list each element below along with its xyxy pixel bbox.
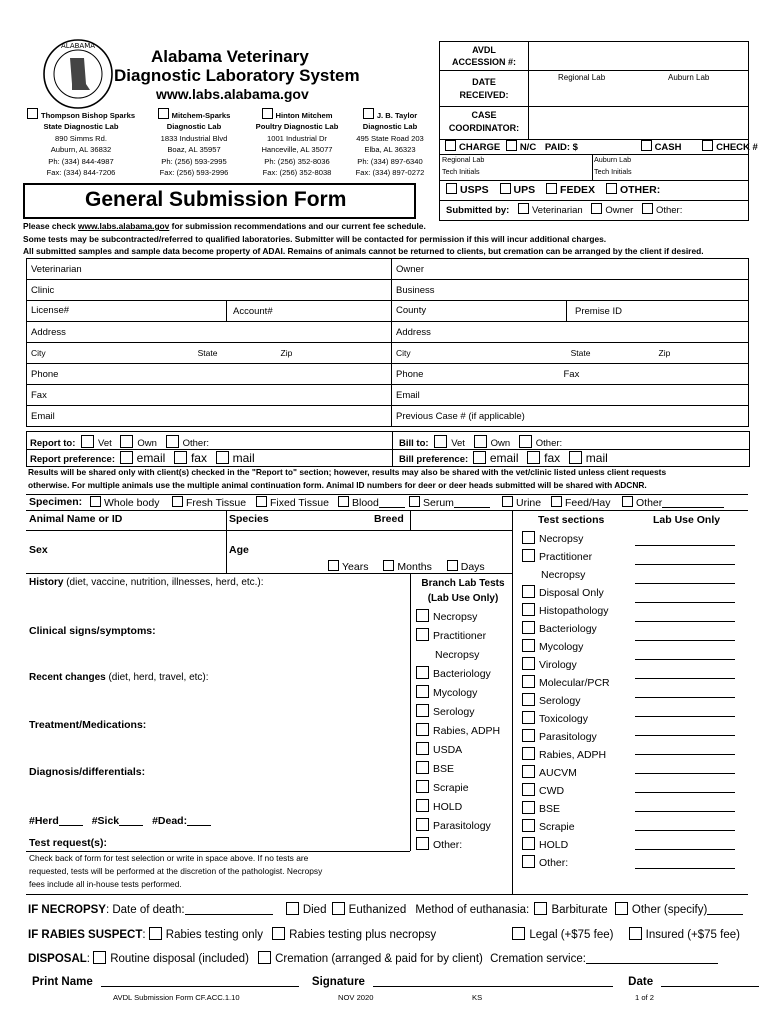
fax-field[interactable]: Fax [27,385,392,406]
branch-bacteriology[interactable]: Bacteriology [416,665,500,684]
test-mycology[interactable]: Mycology [522,638,610,656]
report-mail-checkbox[interactable] [216,451,229,464]
lab-use-lines[interactable] [635,528,735,869]
report-vet-checkbox[interactable] [81,435,94,448]
herd-counts[interactable]: #Herd #Sick #Dead: [29,815,211,827]
check-checkbox[interactable] [702,140,713,151]
payment-row: CHARGE N/C PAID: $ CASH CHECK # [445,140,758,153]
test-rabies[interactable]: Rabies, ADPH [522,746,610,764]
owner-phone-field[interactable]: Phone Fax [392,364,749,385]
bill-mail-checkbox[interactable] [569,451,582,464]
bill-other-checkbox[interactable] [519,435,532,448]
email-field[interactable]: Email [27,406,392,427]
sb-other-checkbox[interactable] [642,203,653,214]
form-title-box [23,183,416,219]
branch-serology[interactable]: Serology [416,703,500,722]
rabies-row: IF RABIES SUSPECT: Rabies testing only Rabies testing plus necropsy Legal (+$75 fee) Insured (+$75 fee) [28,929,740,941]
test-hold[interactable]: HOLD [522,836,610,854]
branch-necropsy[interactable]: Necropsy [416,608,500,627]
test-scrapie[interactable]: Scrapie [522,818,610,836]
specimen-serum[interactable]: Serum [409,496,490,509]
usps-checkbox[interactable] [446,183,457,194]
license-account-cell [27,301,392,322]
seal-text: ALABAMA [60,42,96,50]
test-other[interactable]: Other: [522,854,610,872]
date-received-label: DATE RECEIVED: [459,77,509,100]
recent-changes-label[interactable]: Recent changes (diet, herd, travel, etc): [29,672,209,683]
report-email-checkbox[interactable] [120,451,133,464]
print-name-input[interactable] [101,976,299,987]
lab-mitchem: Mitchem-Sparks Diagnostic Lab 1833 Industrial Blvd Boaz, AL 35957 Ph: (256) 593-2995 Fax: (256) 593-2996 [140,108,248,178]
fedex-checkbox[interactable] [546,183,557,194]
report-fax-checkbox[interactable] [174,451,187,464]
animal-section [26,510,748,895]
report-pref-row: Report preference: email fax mail [30,451,255,465]
note-line-3: All submitted samples and sample data become property of ADAI. Remains of animals cannot be returned to clients, but cremation can be arranged by the client if desired. [23,246,704,256]
euthanized-checkbox[interactable] [332,902,345,915]
branch-practitioner[interactable]: Practitioner [416,627,500,646]
test-virology[interactable]: Virology [522,656,610,674]
county-premise-cell [392,301,749,322]
specimen-fresh-tissue[interactable]: Fresh Tissue [172,496,246,509]
test-necropsy[interactable]: Necropsy [522,530,610,548]
county-field[interactable]: County [392,301,567,321]
test-molecular-pcr[interactable]: Molecular/PCR [522,674,610,692]
test-cwd[interactable]: CWD [522,782,610,800]
date-of-death-input[interactable] [185,904,273,915]
animal-name-label[interactable]: Animal Name or ID [29,513,123,525]
test-request-note: Check back of form for test selection or write in space above. If no tests are requested, tests will be performed at the discretion of the pathologist. Necropsy fees include all in-house tests performed. [29,853,323,889]
breed-label[interactable]: Breed [374,513,404,525]
clinical-signs-label[interactable]: Clinical signs/symptoms: [29,625,156,637]
results-note-2: otherwise. For multiple animals use the multiple animal continuation form. Animal ID numbers for deer or deer heads submitted will be shared with ADCNR. [28,480,647,490]
cremation-checkbox[interactable] [258,951,271,964]
report-own-checkbox[interactable] [120,435,133,448]
age-units: Years Months Days [328,560,485,573]
months-checkbox[interactable] [383,560,394,571]
test-aucvm[interactable]: AUCVM [522,764,610,782]
specimen-fixed-tissue[interactable]: Fixed Tissue [256,496,329,509]
owner-email-field[interactable]: Email [392,385,749,406]
test-bse[interactable]: BSE [522,800,610,818]
branch-parasitology[interactable]: Parasitology [416,817,500,836]
barbiturate-checkbox[interactable] [534,902,547,915]
report-bill-box [26,431,750,467]
org-title-2: Diagnostic Laboratory System [114,66,360,85]
website[interactable]: www.labs.alabama.gov [156,86,309,102]
business-field[interactable]: Business [392,280,749,301]
page-number: 1 of 2 [635,993,654,1002]
regional-lab-label: Regional Lab [558,73,606,82]
died-checkbox[interactable] [286,902,299,915]
bill-email-checkbox[interactable] [473,451,486,464]
branch-hold[interactable]: HOLD [416,798,500,817]
specimen-urine[interactable]: Urine [502,496,541,509]
bill-vet-checkbox[interactable] [434,435,447,448]
disposal-row: DISPOSAL: Routine disposal (included) Cremation (arranged & paid for by client) Cremation service: [28,951,718,965]
clinic-field[interactable]: Clinic [27,280,392,301]
specimen-feed-hay[interactable]: Feed/Hay [551,496,611,509]
results-note-1: Results will be shared only with client(s) checked in the "Report to" section; however, results may also be shared with the vet/clinic listed unless client requests [28,467,667,477]
license-field[interactable]: License# [27,301,227,321]
branch-rabies[interactable]: Rabies, ADPH [416,722,500,741]
cash-checkbox[interactable] [641,140,652,151]
signature-input[interactable] [373,976,613,987]
specimen-row [26,494,748,511]
carrier-row: USPS UPS FEDEX OTHER: [446,183,660,196]
city-state-zip[interactable]: City State Zip [27,343,392,364]
lab-thompson: Thompson Bishop Sparks State Diagnostic Lab 890 Simms Rd. Auburn, AL 36832 Ph: (334) 844-4987 Fax: (334) 844-7206 [26,108,136,178]
branch-other[interactable]: Other: [416,836,500,855]
accession-label: AVDL ACCESSION #: [451,45,516,67]
specimen-blood[interactable]: Blood [338,496,405,509]
date-input[interactable] [661,976,759,987]
case-coordinator-label: CASE COORDINATOR: [448,110,520,133]
days-checkbox[interactable] [447,560,458,571]
phone-field[interactable]: Phone [27,364,392,385]
signature-row: Print Name Signature Date [32,976,759,988]
age-label[interactable]: Age [229,544,249,556]
test-practitioner[interactable]: Practitioner [522,548,610,566]
charge-checkbox[interactable] [445,140,456,151]
bill-to-row: Bill to: Vet Own Other: [399,435,562,449]
lab-hinton: Hinton Mitchem Poultry Diagnostic Lab 1001 Industrial Dr Hanceville, AL 35077 Ph: (256) 352-8036 Fax: (256) 352-8038 [242,108,352,178]
years-checkbox[interactable] [328,560,339,571]
history-label[interactable]: History (diet, vaccine, nutrition, illnesses, herd, etc.): [29,577,264,588]
branch-mycology[interactable]: Mycology [416,684,500,703]
auburn-lab-label: Auburn Lab [668,73,710,82]
state-seal [42,38,114,110]
test-sections-title: Test sections [538,514,605,526]
address-field[interactable]: Address [27,322,392,343]
branch-practitioner-necropsy: Necropsy [435,649,480,661]
premise-field[interactable]: Premise ID [575,305,622,317]
report-other-checkbox[interactable] [166,435,179,448]
other-carrier-checkbox[interactable] [606,183,617,194]
legal-checkbox[interactable] [512,927,525,940]
test-toxicology[interactable]: Toxicology [522,710,610,728]
bill-own-checkbox[interactable] [474,435,487,448]
necropsy-row: IF NECROPSY: Date of death: Died Euthanized Method of euthanasia: Barbiturate Other (specify) [28,902,743,916]
lab-use-only-title: Lab Use Only [653,514,721,526]
note-line-2: Some tests may be subcontracted/referred to qualified laboratories. Submitter will be contacted for permission if this will incur additional charges. [23,234,607,244]
note-line-1: Please check www.labs.alabama.gov for submission recommendations and our current fee schedule. [23,221,426,231]
test-bacteriology[interactable]: Bacteriology [522,620,610,638]
species-label[interactable]: Species [229,513,269,525]
test-request-label[interactable]: Test request(s): [29,837,107,849]
test-practitioner-necropsy: Necropsy [541,569,586,581]
treatment-label[interactable]: Treatment/Medications: [29,719,147,731]
branch-bse[interactable]: BSE [416,760,500,779]
sb-owner-checkbox[interactable] [591,203,602,214]
branch-list [416,608,500,855]
test-parasitology[interactable]: Parasitology [522,728,610,746]
branch-usda[interactable]: USDA [416,741,500,760]
nc-checkbox[interactable] [506,140,517,151]
test-serology[interactable]: Serology [522,692,610,710]
bill-pref-row: Bill preference: email fax mail [399,451,608,465]
specimen-label: Specimen: [29,496,83,508]
tech-initials-2: Tech Initials [594,167,632,176]
form-title: General Submission Form [85,188,347,211]
tech-initials: Tech Initials [442,167,480,176]
regional-lab-initials: Regional Lab [442,155,485,164]
fee-link[interactable]: www.labs.alabama.gov [77,221,170,231]
owner-address-field[interactable]: Address [392,322,749,343]
owner-field[interactable]: Owner [392,259,749,280]
form-id: AVDL Submission Form CF.ACC.1.10 [113,993,240,1002]
lab-list [26,108,436,180]
test-histopathology[interactable]: Histopathology [522,602,610,620]
other-euth-checkbox[interactable] [615,902,628,915]
previous-case-field[interactable]: Previous Case # (if applicable) [392,406,749,427]
rabies-necropsy-checkbox[interactable] [272,927,285,940]
auburn-lab-initials: Auburn Lab [594,155,632,164]
insured-checkbox[interactable] [629,927,642,940]
report-to-row: Report to: Vet Own Other: [30,435,209,449]
lab-taylor: J. B. Taylor Diagnostic Lab 495 State Road 203 Elba, AL 36323 Ph: (334) 897-6340 Fax: (334) 897-0272 [344,108,436,178]
avdl-box [439,41,758,221]
specimen-whole-body[interactable]: Whole body [90,496,159,509]
routine-disposal-checkbox[interactable] [93,951,106,964]
cremation-service-input[interactable] [586,953,718,964]
contact-grid [26,258,749,427]
sb-vet-checkbox[interactable] [518,203,529,214]
test-disposal-only[interactable]: Disposal Only [522,584,610,602]
branch-lab-title: Branch Lab Tests (Lab Use Only) [421,578,505,604]
form-date-code: NOV 2020 [338,993,374,1002]
org-title-1: Alabama Veterinary [151,47,309,66]
ups-checkbox[interactable] [500,183,511,194]
submitted-by-row: Submitted by: Veterinarian Owner Other: [446,205,683,216]
account-field[interactable]: Account# [233,305,273,317]
sex-label[interactable]: Sex [29,544,48,556]
test-section-list [522,530,610,872]
branch-scrapie[interactable]: Scrapie [416,779,500,798]
veterinarian-field[interactable]: Veterinarian [27,259,392,280]
specimen-other[interactable]: Other [622,496,724,509]
diagnosis-label[interactable]: Diagnosis/differentials: [29,766,146,778]
form-initials: KS [472,993,483,1002]
bill-fax-checkbox[interactable] [527,451,540,464]
owner-city-state-zip[interactable]: City State Zip [392,343,749,364]
rabies-only-checkbox[interactable] [149,927,162,940]
